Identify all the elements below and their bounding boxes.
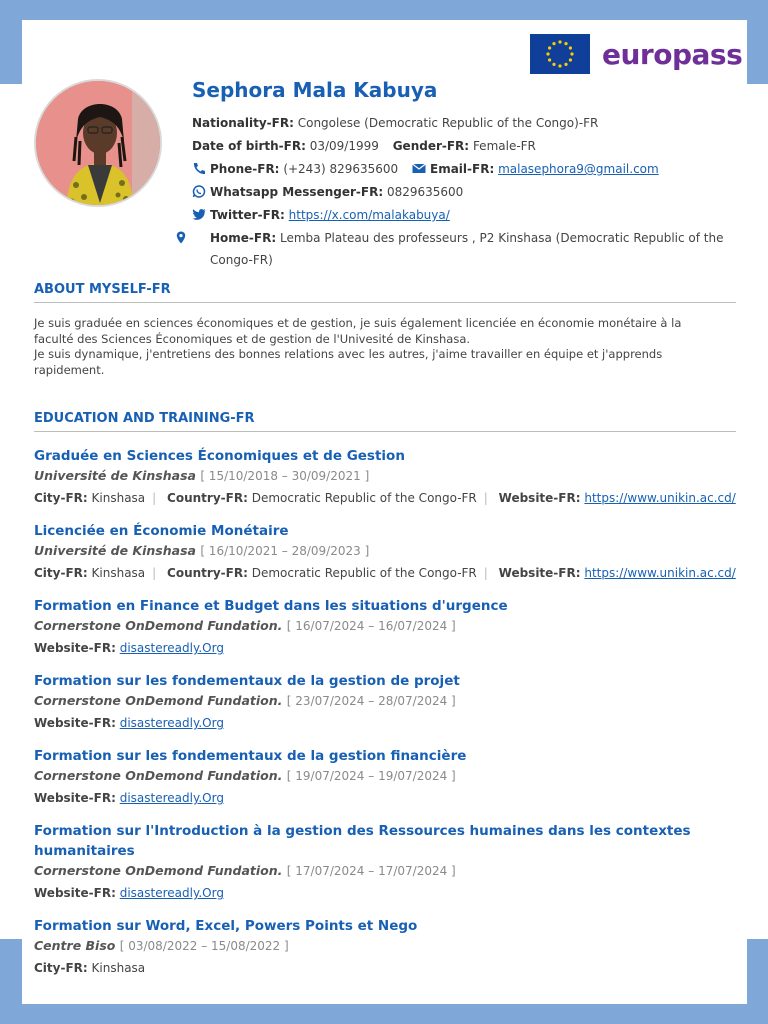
entry-dates: [ 16/10/2021 – 28/09/2023 ] — [200, 544, 370, 558]
home-line — [192, 227, 732, 271]
website-label: Website-FR: — [498, 491, 581, 505]
email-link[interactable]: malasephora9@gmail.com — [498, 162, 659, 176]
person-name: Sephora Mala Kabuya — [192, 78, 438, 102]
website-label: Website-FR: — [34, 791, 116, 805]
email-icon — [412, 160, 426, 173]
email-label: Email-FR: — [430, 162, 495, 176]
city-value: Kinshasa — [91, 961, 146, 975]
gender-value: Female-FR — [472, 139, 536, 153]
nationality-value: Congolese (Democratic Republic of the Congo)-FR — [297, 116, 599, 130]
phone-icon — [192, 160, 206, 173]
twitter-line — [192, 204, 732, 227]
entry-dates: [ 19/07/2024 – 19/07/2024 ] — [286, 769, 456, 783]
entry-organization: Cornerstone OnDemond Fundation. — [34, 618, 283, 633]
education-entry — [34, 746, 736, 810]
education-entry — [34, 916, 736, 980]
entry-title: Graduée en Sciences Économiques et de Gestion — [34, 448, 405, 464]
website-label: Website-FR: — [34, 716, 116, 730]
entry-organization: Cornerstone OnDemond Fundation. — [34, 768, 283, 783]
education-entry — [34, 821, 736, 905]
website-label: Website-FR: — [34, 886, 116, 900]
entry-dates: [ 03/08/2022 – 15/08/2022 ] — [119, 939, 289, 953]
entry-dates: [ 17/07/2024 – 17/07/2024 ] — [286, 864, 456, 878]
home-label: Home-FR: — [210, 231, 277, 245]
phone-label: Phone-FR: — [210, 162, 280, 176]
whatsapp-line — [192, 181, 732, 204]
twitter-link[interactable]: https://x.com/malakabuya/ — [288, 208, 450, 222]
entry-dates: [ 16/07/2024 – 16/07/2024 ] — [286, 619, 456, 633]
country-label: Country-FR: — [167, 566, 248, 580]
entry-dates: [ 23/07/2024 – 28/07/2024 ] — [286, 694, 456, 708]
city-label: City-FR: — [34, 961, 88, 975]
phone-email-line — [192, 158, 732, 181]
city-value: Kinshasa — [91, 491, 146, 505]
entry-title: Formation en Finance et Budget dans les situations d'urgence — [34, 598, 508, 614]
entry-meta: City-FR: Kinshasa | Country-FR: Democratic Republic of the Congo-FR | Website-FR: https://www.unikin.ac.cd/ — [34, 566, 736, 580]
entry-meta: City-FR: Kinshasa | Country-FR: Democratic Republic of the Congo-FR | Website-FR: https://www.unikin.ac.cd/ — [34, 491, 736, 505]
eu-flag-icon — [530, 34, 590, 74]
dob-gender-line — [192, 135, 732, 158]
whatsapp-icon — [192, 183, 206, 196]
website-link[interactable]: disastereadly.Org — [119, 886, 224, 900]
website-link[interactable]: disastereadly.Org — [119, 641, 224, 655]
website-link[interactable]: disastereadly.Org — [119, 716, 224, 730]
entry-title: Formation sur Word, Excel, Powers Points et Nego — [34, 918, 418, 934]
twitter-icon — [192, 206, 206, 219]
entry-organization: Cornerstone OnDemond Fundation. — [34, 863, 283, 878]
entry-meta — [34, 636, 736, 660]
dob-value: 03/09/1999 — [309, 139, 379, 153]
nationality-label: Nationality-FR: — [192, 116, 294, 130]
education-entry — [34, 446, 736, 510]
website-link[interactable]: disastereadly.Org — [119, 791, 224, 805]
personal-info — [192, 78, 732, 271]
frame-left — [0, 84, 22, 939]
education-entry — [34, 521, 736, 585]
education-entry — [34, 671, 736, 735]
country-value: Democratic Republic of the Congo-FR — [251, 491, 477, 505]
whatsapp-value: 0829635600 — [386, 185, 464, 199]
europass-wordmark: europass — [602, 37, 743, 71]
entry-title: Formation sur les fondementaux de la gestion de projet — [34, 673, 460, 689]
europass-logo — [530, 34, 742, 74]
twitter-label: Twitter-FR: — [210, 208, 285, 222]
about-section-title: ABOUT MYSELF-FR — [34, 282, 736, 303]
entry-meta — [34, 786, 736, 810]
about-paragraph-1: Je suis graduée en sciences économiques et de gestion, je suis également licenciée en économie monétaire à la faculté des Sciences Économiques et de gestion de l'Univesité de Kinshasa. — [34, 316, 682, 346]
education-entry — [34, 596, 736, 660]
website-label: Website-FR: — [498, 566, 581, 580]
entry-title: Formation sur l'Introduction à la gestion des Ressources humaines dans les contextes humanitaires — [34, 823, 691, 859]
country-label: Country-FR: — [167, 491, 248, 505]
location-pin-icon — [192, 229, 206, 242]
entry-organization: Centre Biso — [34, 938, 116, 953]
website-label: Website-FR: — [34, 641, 116, 655]
city-value: Kinshasa — [91, 566, 146, 580]
education-section-title: EDUCATION AND TRAINING-FR — [34, 411, 736, 432]
entry-title: Formation sur les fondementaux de la gestion financière — [34, 748, 467, 764]
about-paragraph-2: Je suis dynamique, j'entretiens des bonnes relations avec les autres, j'aime travailler en équipe et j'apprends rapidement. — [34, 347, 663, 377]
city-label: City-FR: — [34, 491, 88, 505]
entry-organization: Université de Kinshasa — [34, 468, 196, 483]
phone-value: (+243) 829635600 — [283, 162, 399, 176]
dob-label: Date of birth-FR: — [192, 139, 306, 153]
gender-label: Gender-FR: — [392, 139, 470, 153]
entry-meta — [34, 711, 736, 735]
entry-title: Licenciée en Économie Monétaire — [34, 523, 289, 539]
entry-dates: [ 15/10/2018 – 30/09/2021 ] — [200, 469, 370, 483]
country-value: Democratic Republic of the Congo-FR — [251, 566, 477, 580]
frame-right — [747, 84, 768, 939]
entry-organization: Université de Kinshasa — [34, 543, 196, 558]
entry-organization: Cornerstone OnDemond Fundation. — [34, 693, 283, 708]
whatsapp-label: Whatsapp Messenger-FR: — [210, 185, 384, 199]
city-label: City-FR: — [34, 566, 88, 580]
website-link[interactable]: https://www.unikin.ac.cd/ — [584, 566, 736, 580]
cv-page — [22, 20, 747, 1004]
entry-meta — [34, 881, 736, 905]
nationality-line — [192, 112, 732, 135]
website-link[interactable]: https://www.unikin.ac.cd/ — [584, 491, 736, 505]
home-value: Lemba Plateau des professeurs , P2 Kinshasa (Democratic Republic of the Congo-FR) — [210, 231, 724, 267]
entry-meta — [34, 956, 736, 980]
profile-photo — [34, 79, 162, 207]
about-text — [34, 316, 724, 378]
education-list — [34, 446, 736, 991]
